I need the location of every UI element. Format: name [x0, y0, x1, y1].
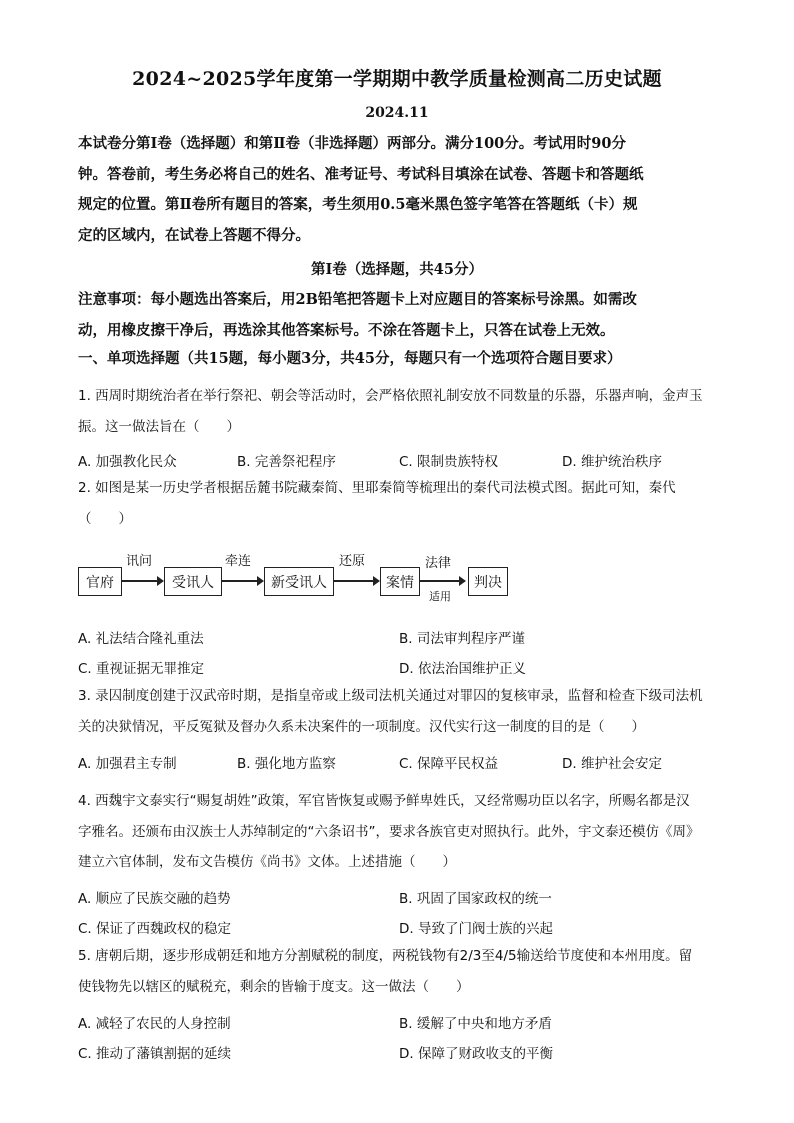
diagram-edge-label: 讯问	[126, 554, 153, 569]
question-4-stem	[78, 786, 722, 878]
notice-line: 注意事项：每小题选出答案后，用2B铅笔把答题卡上对应题目的答案标号涂黑。如需改	[78, 291, 637, 308]
question-2-stem	[78, 473, 722, 534]
exam-date: 2024.11	[365, 105, 429, 121]
question-5-options	[78, 1012, 722, 1036]
option-a[interactable]: A. 顺应了民族交融的趋势	[78, 891, 231, 907]
option-b[interactable]: B. 完善祭祀程序	[237, 454, 336, 470]
diagram-node-official: 官府	[78, 567, 122, 596]
judicial-process-diagram	[78, 550, 528, 610]
option-d[interactable]: D. 维护社会安定	[562, 756, 662, 772]
question-line: 建立六官体制，发布文告模仿《尚书》文体。上述措施（ ）	[78, 854, 456, 870]
option-c[interactable]: C. 保证了西魏政权的稳定	[78, 921, 232, 937]
question-5-options	[78, 1042, 722, 1066]
exam-title: 2024~2025学年度第一学期期中教学质量检测高二历史试题	[132, 68, 662, 90]
question-2-options	[78, 657, 722, 681]
option-b[interactable]: B. 缓解了中央和地方矛盾	[399, 1016, 552, 1032]
diagram-arrow	[420, 580, 460, 582]
instruction-line: 本试卷分第Ⅰ卷（选择题）和第Ⅱ卷（非选择题）两部分。满分100分。考试用时90分	[78, 135, 626, 152]
diagram-node-interrogated: 受讯人	[164, 567, 222, 596]
option-b[interactable]: B. 巩固了国家政权的统一	[399, 891, 552, 907]
option-d[interactable]: D. 维护统治秩序	[562, 454, 662, 470]
exam-instructions	[78, 129, 722, 251]
notice	[78, 285, 722, 346]
diagram-arrow	[222, 580, 258, 582]
question-2-options	[78, 627, 722, 651]
question-line: 使钱物先以辖区的赋税充，剩余的皆输于度支。这一做法（ ）	[78, 978, 470, 995]
diagram-arrow	[122, 580, 158, 582]
question-line: 2. 如图是某一历史学者根据岳麓书院藏秦简、里耶秦简等梳理出的秦代司法模式图。据此可知，秦代	[78, 480, 676, 496]
question-1-options	[78, 450, 722, 474]
diagram-node-case: 案情	[380, 567, 420, 596]
question-line: 关的决狱情况，平反冤狱及督办久系未决案件的一项制度。汉代实行这一制度的目的是（ ）	[78, 718, 645, 735]
diagram-arrow	[334, 580, 374, 582]
option-c[interactable]: C. 推动了藩镇割据的延续	[78, 1046, 232, 1062]
question-line: 字雅名。还颁布由汉族士人苏绰制定的“六条诏书”，要求各族官吏对照执行。此外，宇文泰还模仿《周》	[78, 823, 700, 840]
diagram-node-new-interrogated: 新受讯人	[264, 567, 334, 596]
instruction-line: 定的区域内，在试卷上答题不得分。	[78, 226, 310, 244]
option-c[interactable]: C. 保障平民权益	[399, 756, 499, 772]
option-b[interactable]: B. 司法审判程序严谨	[399, 631, 525, 647]
question-line: 振。这一做法旨在（ ）	[78, 418, 240, 435]
diagram-edge-label: 还原	[339, 554, 366, 569]
option-a[interactable]: A. 礼法结合隆礼重法	[78, 631, 204, 647]
question-3-stem	[78, 681, 722, 742]
diagram-node-verdict: 判决	[468, 567, 508, 596]
option-d[interactable]: D. 依法治国维护正义	[399, 661, 526, 677]
option-a[interactable]: A. 加强教化民众	[78, 454, 177, 470]
question-5-stem	[78, 941, 722, 1002]
part-heading: 一、单项选择题（共15题，每小题3分，共45分，每题只有一个选项符合题目要求）	[78, 350, 622, 367]
question-line: 4. 西魏宇文泰实行“赐复胡姓”政策，军官皆恢复或赐予鲜卑姓氏，又经常赐功臣以名字，所赐名都是汉	[78, 793, 690, 809]
option-d[interactable]: D. 保障了财政收支的平衡	[399, 1046, 553, 1062]
option-d[interactable]: D. 导致了门阀士族的兴起	[399, 921, 553, 937]
instruction-line: 钟。答卷前，考生务必将自己的姓名、准考证号、考试科目填涂在试卷、答题卡和答题纸	[78, 165, 644, 183]
section-title: 第Ⅰ卷（选择题，共45分）	[311, 261, 483, 278]
question-4-options	[78, 917, 722, 941]
instruction-line: 规定的位置。第Ⅱ卷所有题目的答案，考生须用0.5毫米黑色签字笔答在答题纸（卡）规	[78, 196, 638, 213]
question-1-stem	[78, 381, 722, 442]
question-line: 5. 唐朝后期，逐步形成朝廷和地方分割赋税的制度，两税钱物有2/3至4/5输送给节度使和本州用度。留	[78, 948, 693, 964]
question-line: 1. 西周时期统治者在举行祭祀、朝会等活动时，会严格依照礼制安放不同数量的乐器，乐器声响，金声玉	[78, 388, 703, 404]
option-c[interactable]: C. 限制贵族特权	[399, 454, 499, 470]
diagram-edge-label: 牵连	[225, 554, 252, 569]
option-b[interactable]: B. 强化地方监察	[237, 756, 336, 772]
question-line: 3. 录囚制度创建于汉武帝时期，是指皇帝或上级司法机关通过对罪囚的复核审录，监督和检查下级司法机	[78, 688, 703, 704]
question-3-options	[78, 752, 722, 776]
diagram-edge-label: 法律	[425, 556, 452, 571]
notice-line: 动，用橡皮擦干净后，再选涂其他答案标号。不涂在答题卡上，只答在试卷上无效。	[78, 321, 615, 339]
option-a[interactable]: A. 减轻了农民的人身控制	[78, 1016, 231, 1032]
option-a[interactable]: A. 加强君主专制	[78, 756, 177, 772]
option-c[interactable]: C. 重视证据无罪推定	[78, 661, 205, 677]
question-4-options	[78, 887, 722, 911]
question-line: （ ）	[78, 510, 132, 527]
diagram-edge-sublabel: 适用	[429, 590, 451, 603]
